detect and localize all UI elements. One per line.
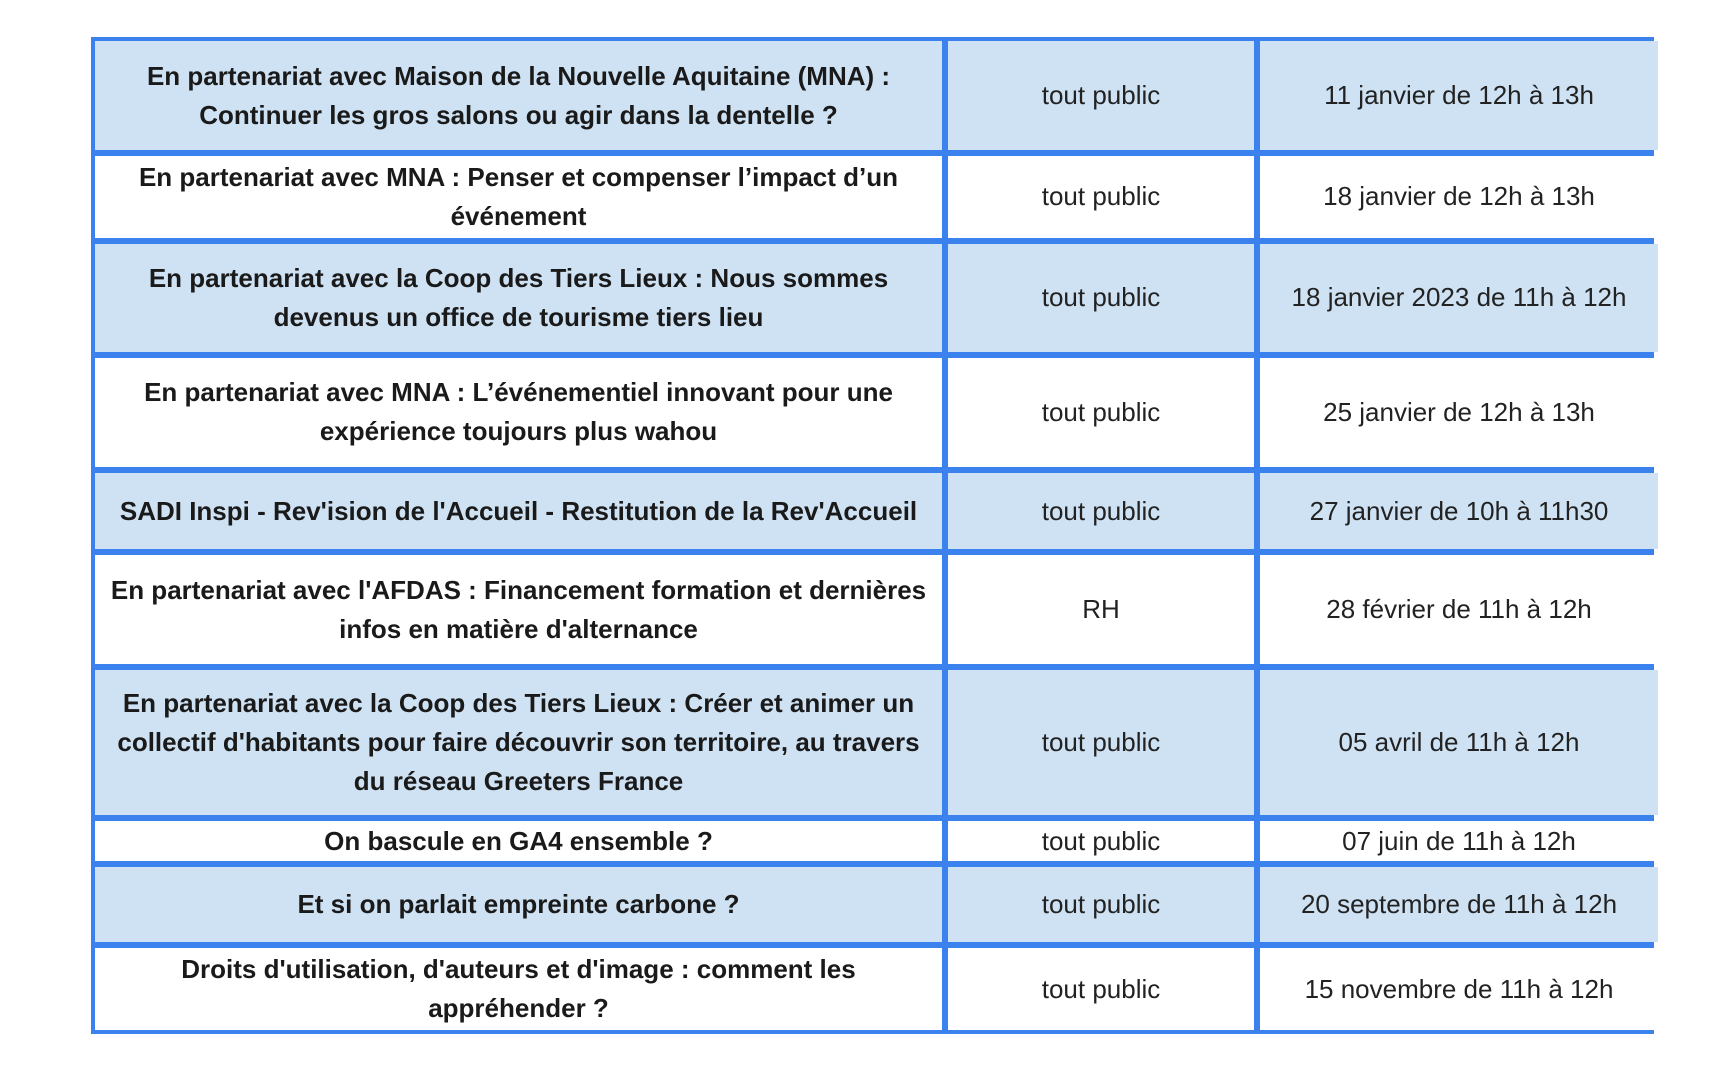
session-title: On bascule en GA4 ensemble ? — [95, 821, 942, 861]
table-row — [95, 156, 1658, 238]
table-row — [95, 244, 1658, 352]
session-title: En partenariat avec MNA : Penser et compenser l’impact d’un événement — [95, 156, 942, 238]
session-title: Et si on parlait empreinte carbone ? — [95, 867, 942, 942]
table-row — [95, 358, 1658, 467]
session-date: 27 janvier de 10h à 11h30 — [1260, 473, 1658, 549]
table-row — [95, 948, 1658, 1030]
session-audience: tout public — [948, 473, 1254, 549]
session-title: En partenariat avec Maison de la Nouvelle Aquitaine (MNA) : Continuer les gros salons ou agir dans la dentelle ? — [95, 41, 942, 150]
table-row — [95, 670, 1658, 815]
table-row — [95, 473, 1658, 549]
session-title: En partenariat avec MNA : L’événementiel innovant pour une expérience toujours plus wahou — [95, 358, 942, 467]
session-title: En partenariat avec l'AFDAS : Financement formation et dernières infos en matière d'alternance — [95, 555, 942, 664]
table-row — [95, 821, 1658, 861]
session-date: 05 avril de 11h à 12h — [1260, 670, 1658, 815]
session-audience: tout public — [948, 358, 1254, 467]
table-row — [95, 867, 1658, 942]
session-date: 28 février de 11h à 12h — [1260, 555, 1658, 664]
session-date: 18 janvier 2023 de 11h à 12h — [1260, 244, 1658, 352]
session-title: SADI Inspi - Rev'ision de l'Accueil - Restitution de la Rev'Accueil — [95, 473, 942, 549]
session-date: 11 janvier de 12h à 13h — [1260, 41, 1658, 150]
session-audience: tout public — [948, 821, 1254, 861]
session-title: En partenariat avec la Coop des Tiers Lieux : Créer et animer un collectif d'habitants pour faire découvrir son territoire, au travers du réseau Greeters France — [95, 670, 942, 815]
session-audience: tout public — [948, 867, 1254, 942]
session-date: 07 juin de 11h à 12h — [1260, 821, 1658, 861]
session-date: 20 septembre de 11h à 12h — [1260, 867, 1658, 942]
table-row — [95, 555, 1658, 664]
session-audience: tout public — [948, 244, 1254, 352]
sessions-table — [89, 35, 1664, 1036]
session-title: En partenariat avec la Coop des Tiers Lieux : Nous sommes devenus un office de tourisme tiers lieu — [95, 244, 942, 352]
session-title: Droits d'utilisation, d'auteurs et d'image : comment les appréhender ? — [95, 948, 942, 1030]
session-audience: tout public — [948, 41, 1254, 150]
sessions-table-frame — [91, 37, 1654, 1034]
session-date: 18 janvier de 12h à 13h — [1260, 156, 1658, 238]
session-date: 25 janvier de 12h à 13h — [1260, 358, 1658, 467]
session-audience: tout public — [948, 948, 1254, 1030]
session-audience: tout public — [948, 156, 1254, 238]
table-row — [95, 41, 1658, 150]
session-date: 15 novembre de 11h à 12h — [1260, 948, 1658, 1030]
session-audience: tout public — [948, 670, 1254, 815]
session-audience: RH — [948, 555, 1254, 664]
